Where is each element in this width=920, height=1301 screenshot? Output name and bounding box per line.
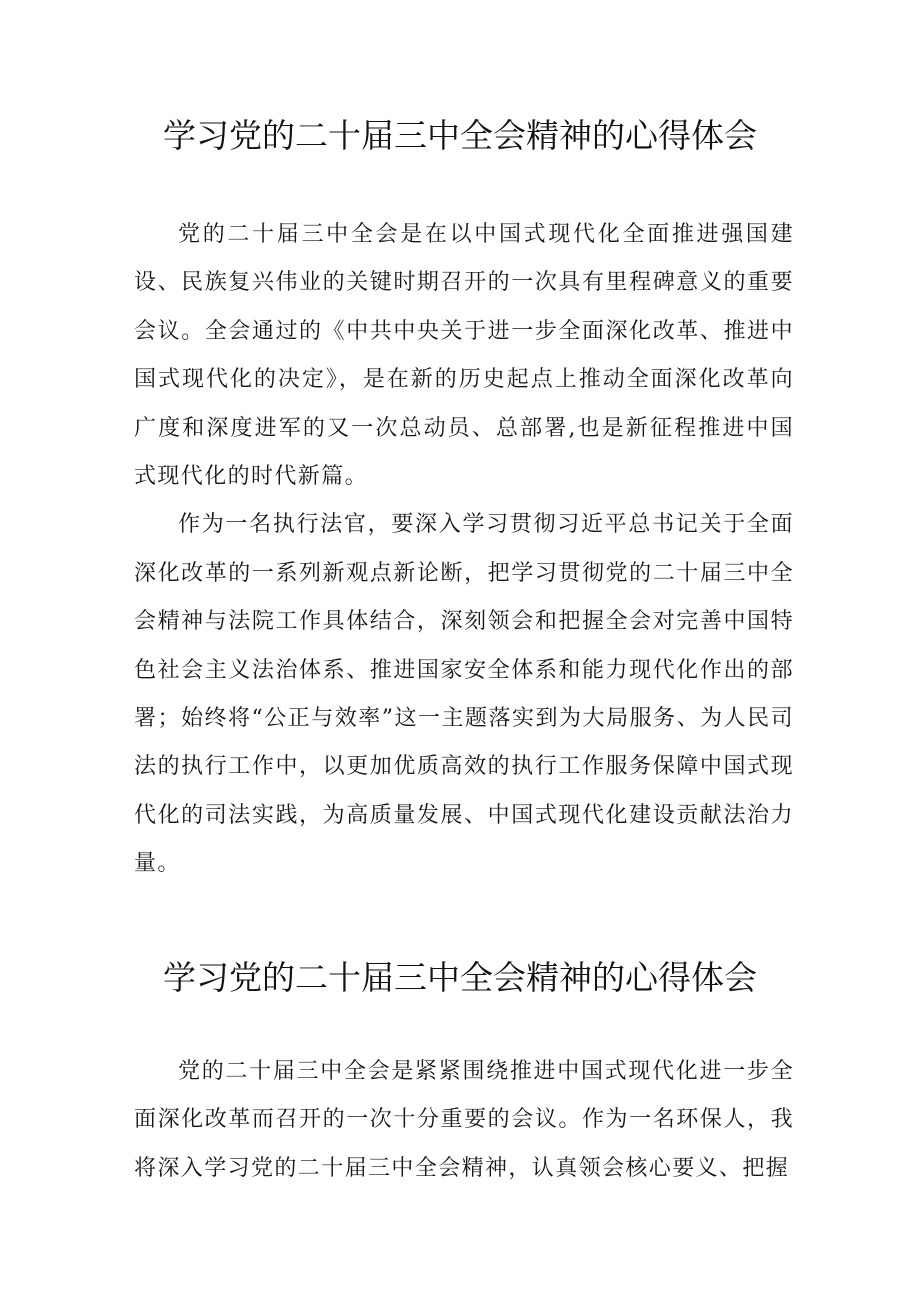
article-title: 学习党的二十届三中全会精神的心得体会 [163,116,757,155]
article-body [134,211,794,889]
article-body [134,1048,794,1193]
article-title: 学习党的二十届三中全会精神的心得体会 [163,958,757,997]
article-section-2 [0,940,920,1193]
paragraph: 党的二十届三中全会是紧紧围绕推进中国式现代化进一步全面深化改革而召开的一次十分重要的会议。作为一名环保人，我将深入学习党的二十届三中全会精神，认真领会核心要义、把握 [134,1059,794,1181]
paragraph: 作为一名执行法官，要深入学习贯彻习近平总书记关于全面深化改革的一系列新观点新论断，把学习贯彻党的二十届三中全会精神与法院工作具体结合，深刻领会和把握全会对完善中国特色社会主义法治体系、推进国家安全体系和能力现代化作出的部署；始终将“公正与效率”这一主题落实到为大局服务、为人民司法的执行工作中，以更加优质高效的执行工作服务保障中国式现代化的司法实践，为高质量发展、中国式现代化建设贡献法治力量。 [134,512,794,877]
paragraph: 党的二十届三中全会是在以中国式现代化全面推进强国建设、民族复兴伟业的关键时期召开的一次具有里程碑意义的重要会议。全会通过的《中共中央关于进一步全面深化改革、推进中国式现代化的决定》，是在新的历史起点上推动全面深化改革向广度和深度进军的又一次总动员、总部署,也是新征程推进中国式现代化的时代新篇。 [134,222,794,490]
